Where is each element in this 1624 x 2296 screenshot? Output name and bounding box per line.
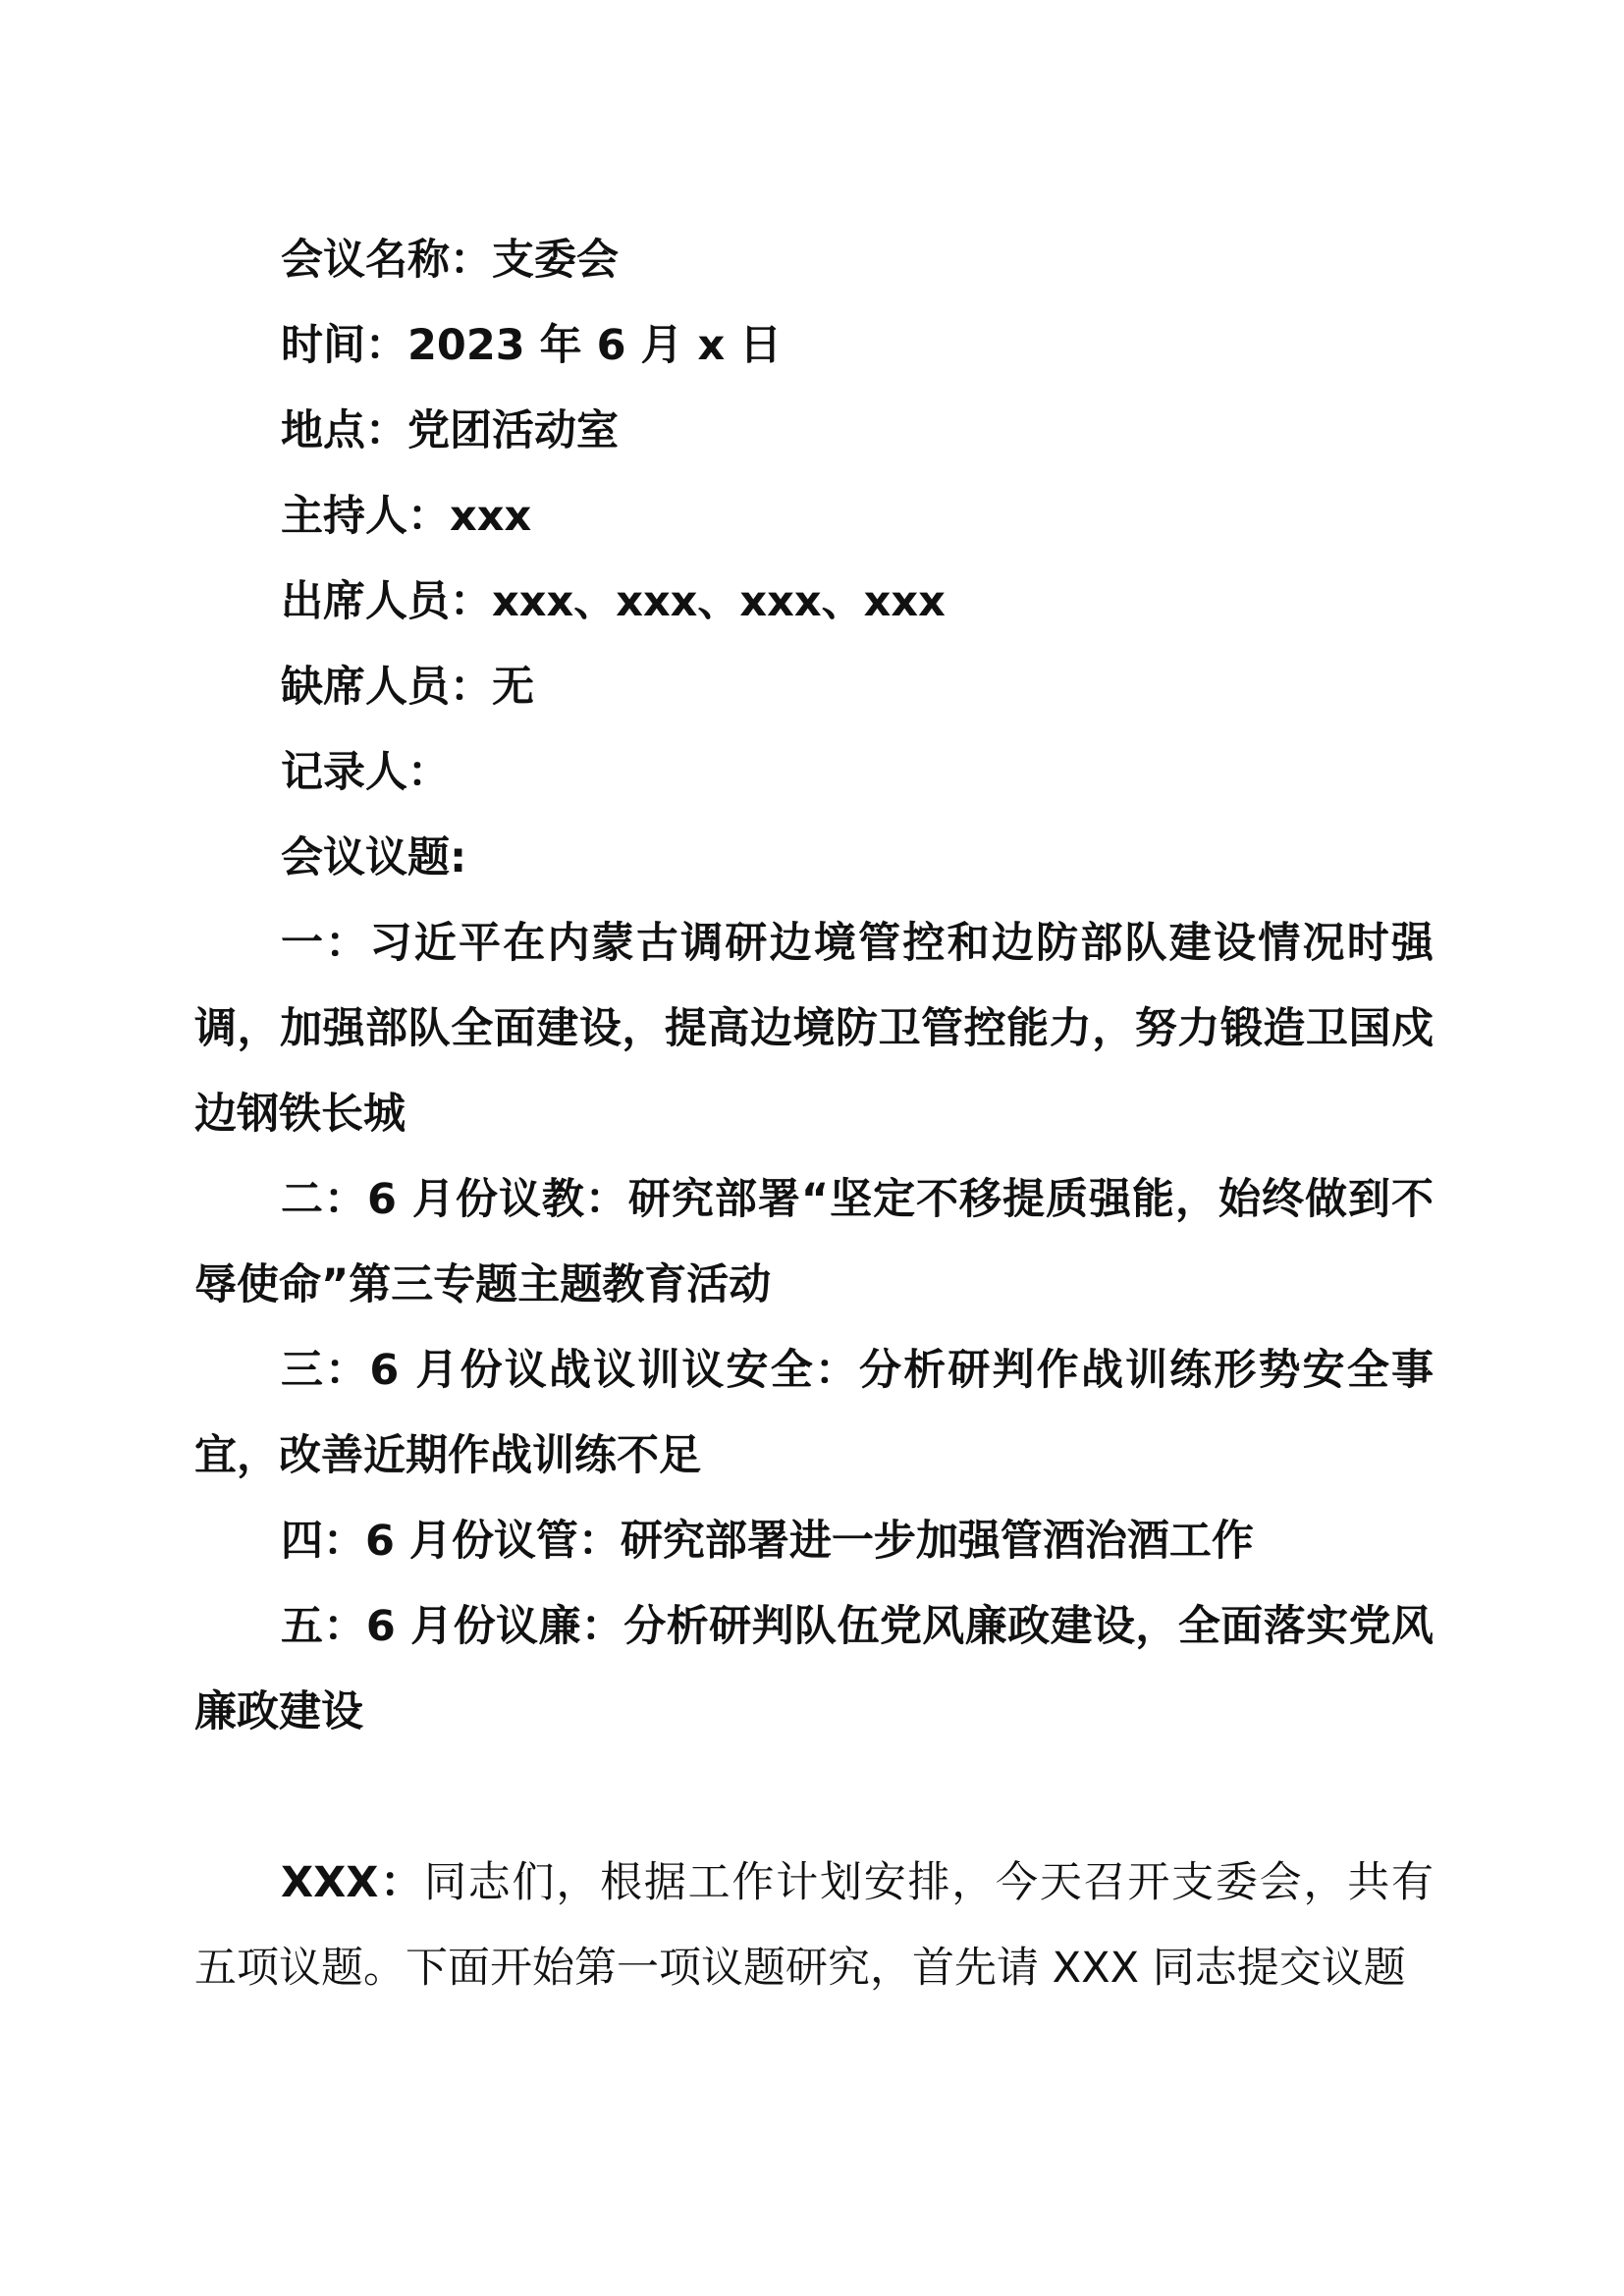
meeting-attendees-label: 出席人员： (281, 577, 492, 626)
meeting-host-value: xxx (450, 492, 532, 541)
meeting-attendees-value: xxx、xxx、xxx、xxx (492, 577, 946, 626)
meeting-place-label: 地点： (281, 406, 407, 455)
meeting-name-line (194, 218, 1434, 303)
meeting-host-label: 主持人： (281, 492, 450, 541)
document-body (194, 218, 1434, 2011)
speech-text: 同志们，根据工作计划安排，今天召开支委会，共有五项议题。下面开始第一项议题研究，首先请 XXX 同志提交议题 (194, 1858, 1435, 1993)
meeting-name-label: 会议名称： (281, 236, 492, 285)
agenda-item-2: 二：6 月份议教：研究部署“坚定不移提质强能，始终做到不辱使命”第三专题主题教育活动 (194, 1175, 1434, 1309)
meeting-time-line (194, 303, 1434, 389)
speech-speaker: XXX： (281, 1858, 425, 1907)
meeting-place-line (194, 389, 1434, 474)
meeting-topics-heading: 会议议题: (281, 833, 467, 882)
meeting-time-label: 时间： (281, 321, 407, 370)
meeting-time-value: 2023 年 6 月 x 日 (407, 321, 783, 370)
meeting-attendees-line (194, 560, 1434, 645)
agenda-item-5: 五：6 月份议廉：分析研判队伍党风廉政建设，全面落实党风廉政建设 (194, 1602, 1434, 1736)
agenda-item-3: 三：6 月份议战议训议安全：分析研判作战训练形势安全事宜，改善近期作战训练不足 (194, 1346, 1434, 1480)
opening-speech (194, 1841, 1434, 2011)
meeting-host-line (194, 474, 1434, 560)
agenda-item-4: 四：6 月份议管：研究部署进一步加强管酒治酒工作 (281, 1517, 1254, 1566)
agenda-item-1: 一：习近平在内蒙古调研边境管控和边防部队建设情况时强调，加强部队全面建设，提高边境防卫管控能力，努力锻造卫国戍边钢铁长城 (194, 919, 1434, 1139)
meeting-absent-line (194, 645, 1434, 730)
meeting-recorder-label: 记录人： (281, 748, 450, 797)
meeting-absent-value: 无 (492, 663, 534, 712)
meeting-absent-label: 缺席人员： (281, 663, 492, 712)
meeting-recorder-line (194, 730, 1434, 816)
meeting-place-value: 党团活动室 (407, 406, 619, 455)
meeting-name-value: 支委会 (492, 236, 619, 285)
